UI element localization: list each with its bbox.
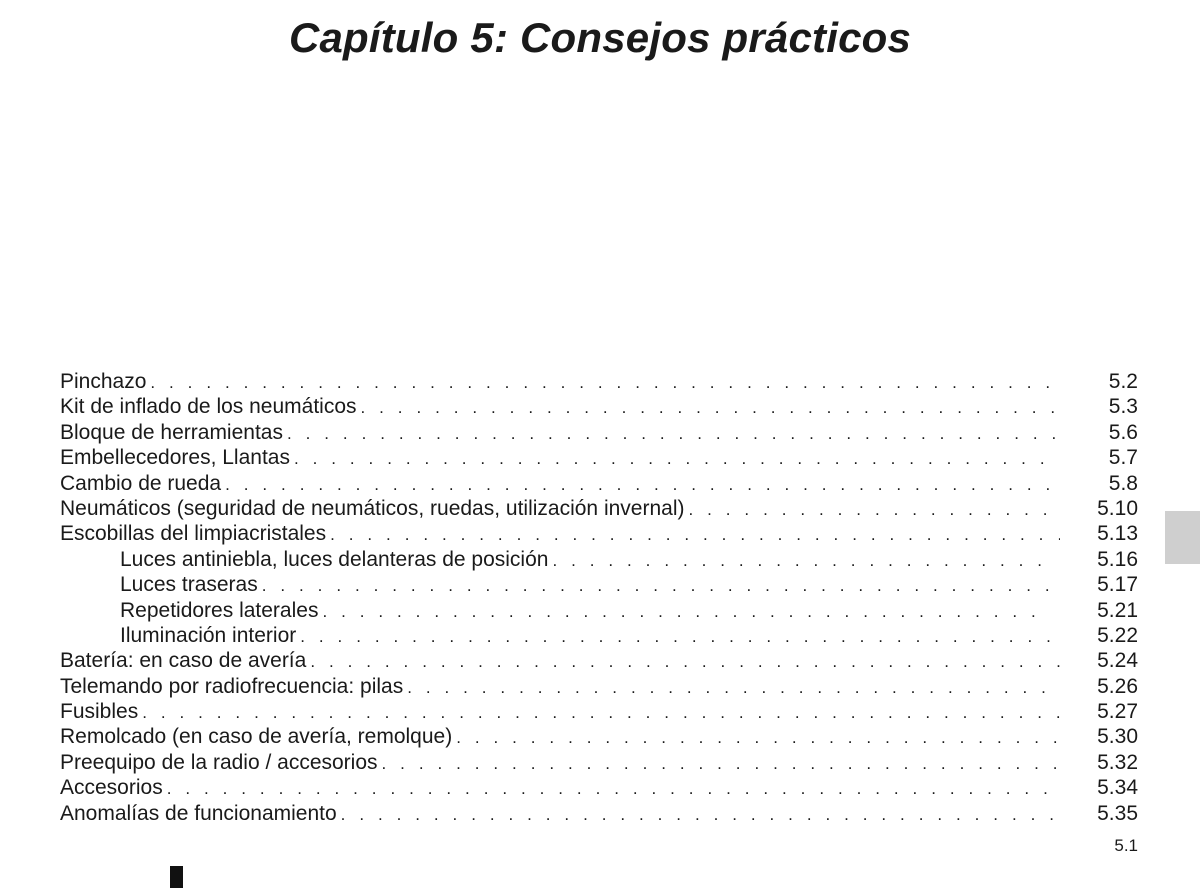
toc-dot-leader [382,751,1060,776]
toc-dot-leader [552,548,1050,573]
toc-dot-leader [225,472,1060,497]
toc-entry-page: 5.27 [1097,700,1138,724]
toc-dot-leader [688,497,1060,522]
toc-entry[interactable] [60,572,1138,597]
toc-entry-label: Fusibles [60,700,139,724]
toc-entry[interactable] [60,445,1138,470]
toc-entry-label: Anomalías de funcionamiento [60,801,337,825]
toc-entry[interactable] [60,699,1138,724]
toc-entry[interactable] [60,648,1138,673]
toc-dot-leader [310,649,1060,674]
toc-entry-page: 5.2 [1108,370,1138,393]
toc-entry[interactable] [60,598,1138,623]
toc-entry[interactable] [60,750,1138,775]
toc-entry-page: 5.30 [1097,725,1138,749]
toc-entry[interactable] [60,420,1138,445]
toc-dot-leader [456,725,1060,750]
toc-entry-label: Batería: en caso de avería [60,649,307,673]
toc-entry-page: 5.35 [1097,801,1138,825]
toc-entry[interactable] [60,674,1138,699]
toc-entry-page: 5.26 [1097,674,1138,698]
toc-entry[interactable] [60,394,1138,419]
chapter-title: Capítulo 5: Consejos prácticos [288,14,912,61]
toc-entry-label: Pinchazo [60,370,147,393]
toc-entry-label: Iluminación interior [120,623,297,647]
toc-entry[interactable] [60,496,1138,521]
toc-entry[interactable] [60,775,1138,800]
toc-entry-label: Bloque de herramientas [60,420,283,444]
toc-entry-page: 5.10 [1097,496,1138,520]
table-of-contents [60,369,1138,826]
toc-entry-label: Preequipo de la radio / accesorios [60,750,378,774]
toc-entry[interactable] [60,801,1138,826]
toc-entry-label: Remolcado (en caso de avería, remolque) [60,725,453,749]
toc-dot-leader [150,370,1060,395]
toc-entry-label: Repetidores laterales [120,598,319,622]
toc-entry-page: 5.16 [1097,547,1138,571]
toc-entry[interactable] [60,471,1138,496]
toc-entry-page: 5.17 [1097,573,1138,597]
toc-entry-label: Embellecedores, Llantas [60,446,290,470]
toc-entry-page: 5.8 [1108,471,1138,495]
toc-entry-label: Cambio de rueda [60,471,222,495]
toc-dot-leader [167,776,1060,801]
toc-entry[interactable] [60,369,1138,394]
toc-entry-label: Luces traseras [120,573,258,597]
chapter-side-tab [1165,511,1200,564]
toc-entry-label: Kit de inflado de los neumáticos [60,395,357,419]
toc-entry-label: Neumáticos (seguridad de neumáticos, ruedas, utilización invernal) [60,496,685,520]
toc-entry[interactable] [60,521,1138,546]
toc-entry[interactable] [60,724,1138,749]
toc-entry-label: Luces antiniebla, luces delanteras de posición [120,547,549,571]
toc-entry-page: 5.6 [1108,420,1138,444]
toc-entry-page: 5.32 [1097,750,1138,774]
toc-dot-leader [322,599,1050,624]
toc-entry-page: 5.34 [1097,776,1138,800]
toc-dot-leader [294,446,1060,471]
toc-entry[interactable] [60,623,1138,648]
toc-entry[interactable] [60,547,1138,572]
toc-dot-leader [262,573,1050,598]
toc-entry-label: Telemando por radiofrecuencia: pilas [60,674,404,698]
toc-dot-leader [287,421,1060,446]
toc-dot-leader [341,802,1060,827]
toc-entry-page: 5.3 [1108,395,1138,419]
toc-entry-page: 5.24 [1097,649,1138,673]
bottom-edge-mark [170,866,183,888]
toc-entry-page: 5.21 [1097,598,1138,622]
toc-dot-leader [142,700,1060,725]
toc-entry-label: Escobillas del limpiacristales [60,522,327,546]
toc-entry-page: 5.22 [1097,623,1138,647]
toc-dot-leader [330,522,1060,547]
toc-entry-page: 5.13 [1097,522,1138,546]
toc-dot-leader [407,675,1060,700]
toc-dot-leader [300,624,1050,649]
page-number: 5.1 [1114,836,1138,855]
toc-dot-leader [361,395,1060,420]
toc-entry-label: Accesorios [60,776,163,800]
toc-entry-page: 5.7 [1108,446,1138,470]
